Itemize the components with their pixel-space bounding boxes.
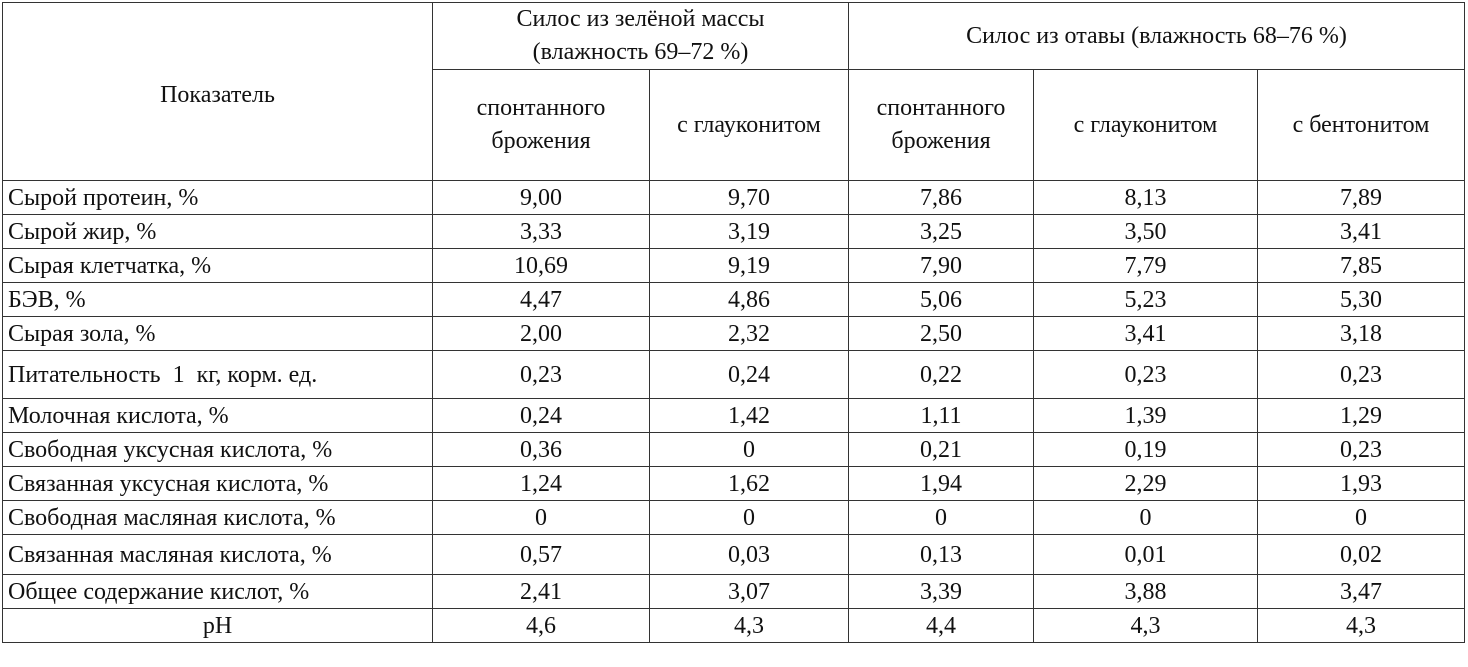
table-cell: 0,23 (1258, 433, 1465, 467)
table-cell: 0 (1258, 501, 1465, 535)
table-row (3, 535, 1465, 575)
table-cell: 2,29 (1034, 467, 1258, 501)
table-cell: 0,36 (433, 433, 650, 467)
row-label: Сырая зола, % (3, 317, 433, 351)
table-row (3, 399, 1465, 433)
table-cell: 4,3 (650, 609, 849, 643)
table-cell: 4,3 (1034, 609, 1258, 643)
table-cell: 5,06 (849, 283, 1034, 317)
header-sub-spontaneous-2-line2: брожения (891, 128, 991, 154)
table-cell: 0,03 (650, 535, 849, 575)
table-cell: 7,79 (1034, 249, 1258, 283)
table-cell: 5,23 (1034, 283, 1258, 317)
header-sub-glauconite-1-text: с глауконитом (677, 111, 821, 138)
row-label: Сырая клетчатка, % (3, 249, 433, 283)
table-cell: 3,41 (1034, 317, 1258, 351)
header-row-groups (3, 3, 1465, 70)
table-cell: 4,47 (433, 283, 650, 317)
table-cell: 9,00 (433, 181, 650, 215)
table-cell: 0 (1034, 501, 1258, 535)
table-cell: 2,41 (433, 575, 650, 609)
table-cell: 1,24 (433, 467, 650, 501)
table-cell: 3,19 (650, 215, 849, 249)
table-cell: 3,41 (1258, 215, 1465, 249)
row-label: Связанная масляная кислота, % (3, 535, 433, 575)
table-cell: 0,01 (1034, 535, 1258, 575)
table-cell: 0,57 (433, 535, 650, 575)
table-cell: 7,90 (849, 249, 1034, 283)
table-cell: 7,85 (1258, 249, 1465, 283)
row-label: pH (3, 609, 433, 643)
table-cell: 0 (650, 433, 849, 467)
table-cell: 4,86 (650, 283, 849, 317)
table-cell: 0,23 (1258, 351, 1465, 399)
row-label: БЭВ, % (3, 283, 433, 317)
header-sub-spontaneous-1-line2: брожения (491, 128, 591, 154)
table-cell: 5,30 (1258, 283, 1465, 317)
header-sub-spontaneous-1 (433, 70, 650, 181)
table-row (3, 317, 1465, 351)
header-group-green-mass-line1: Силос из зелёной массы (516, 6, 765, 32)
table-cell: 3,88 (1034, 575, 1258, 609)
header-sub-bentonite-text: с бентонитом (1292, 111, 1430, 138)
table-cell: 1,93 (1258, 467, 1465, 501)
table-cell: 3,25 (849, 215, 1034, 249)
table-cell: 8,13 (1034, 181, 1258, 215)
table-cell: 1,94 (849, 467, 1034, 501)
silage-composition-table (2, 2, 1465, 643)
table-row (3, 575, 1465, 609)
table-row (3, 181, 1465, 215)
header-group-aftermath (849, 3, 1465, 70)
table-row (3, 609, 1465, 643)
table-row (3, 249, 1465, 283)
header-sub-spontaneous-2-line1: спонтанного (876, 95, 1006, 121)
header-indicator-text: Показатель (160, 82, 275, 108)
table-row (3, 501, 1465, 535)
table-row (3, 283, 1465, 317)
table-cell: 1,62 (650, 467, 849, 501)
table-cell: 0,22 (849, 351, 1034, 399)
table-cell: 1,29 (1258, 399, 1465, 433)
table-cell: 9,19 (650, 249, 849, 283)
row-label: Свободная уксусная кислота, % (3, 433, 433, 467)
header-sub-glauconite-2-text: с глауконитом (1073, 111, 1218, 138)
table-wrapper (2, 2, 1465, 643)
table-cell: 4,6 (433, 609, 650, 643)
table-cell: 0,21 (849, 433, 1034, 467)
table-cell: 7,86 (849, 181, 1034, 215)
table-cell: 7,89 (1258, 181, 1465, 215)
table-cell: 3,07 (650, 575, 849, 609)
table-cell: 2,00 (433, 317, 650, 351)
table-cell: 0,24 (433, 399, 650, 433)
row-label: Общее содержание кислот, % (3, 575, 433, 609)
header-sub-spontaneous-2 (849, 70, 1034, 181)
table-cell: 0,24 (650, 351, 849, 399)
header-sub-bentonite (1258, 70, 1465, 181)
table-cell: 1,42 (650, 399, 849, 433)
table-cell: 0,13 (849, 535, 1034, 575)
row-label: Свободная масляная кислота, % (3, 501, 433, 535)
table-cell: 3,47 (1258, 575, 1465, 609)
table-cell: 3,33 (433, 215, 650, 249)
header-sub-glauconite-1 (650, 70, 849, 181)
table-cell: 1,11 (849, 399, 1034, 433)
header-sub-glauconite-2 (1034, 70, 1258, 181)
table-cell: 0,02 (1258, 535, 1465, 575)
table-cell: 0 (849, 501, 1034, 535)
table-row (3, 467, 1465, 501)
table-cell: 4,3 (1258, 609, 1465, 643)
table-cell: 10,69 (433, 249, 650, 283)
header-group-green-mass-line2: (влажность 69–72 %) (532, 39, 749, 65)
header-group-aftermath-text: Силос из отавы (влажность 68–76 %) (966, 22, 1347, 49)
table-cell: 0,23 (433, 351, 650, 399)
table-cell: 4,4 (849, 609, 1034, 643)
table-cell: 2,50 (849, 317, 1034, 351)
table-cell: 3,39 (849, 575, 1034, 609)
row-label: Сырой жир, % (3, 215, 433, 249)
table-cell: 0,23 (1034, 351, 1258, 399)
header-group-green-mass (433, 3, 849, 70)
table-cell: 9,70 (650, 181, 849, 215)
table-cell: 2,32 (650, 317, 849, 351)
table-cell: 0,19 (1034, 433, 1258, 467)
table-row (3, 433, 1465, 467)
table-cell: 1,39 (1034, 399, 1258, 433)
row-label: Питательность 1 кг, корм. ед. (3, 351, 433, 399)
table-cell: 0 (650, 501, 849, 535)
header-sub-spontaneous-1-line1: спонтанного (476, 95, 606, 121)
header-indicator (3, 3, 433, 181)
row-label: Связанная уксусная кислота, % (3, 467, 433, 501)
table-cell: 3,50 (1034, 215, 1258, 249)
table-cell: 3,18 (1258, 317, 1465, 351)
row-label: Молочная кислота, % (3, 399, 433, 433)
row-label: Сырой протеин, % (3, 181, 433, 215)
table-row (3, 351, 1465, 399)
table-cell: 0 (433, 501, 650, 535)
table-row (3, 215, 1465, 249)
